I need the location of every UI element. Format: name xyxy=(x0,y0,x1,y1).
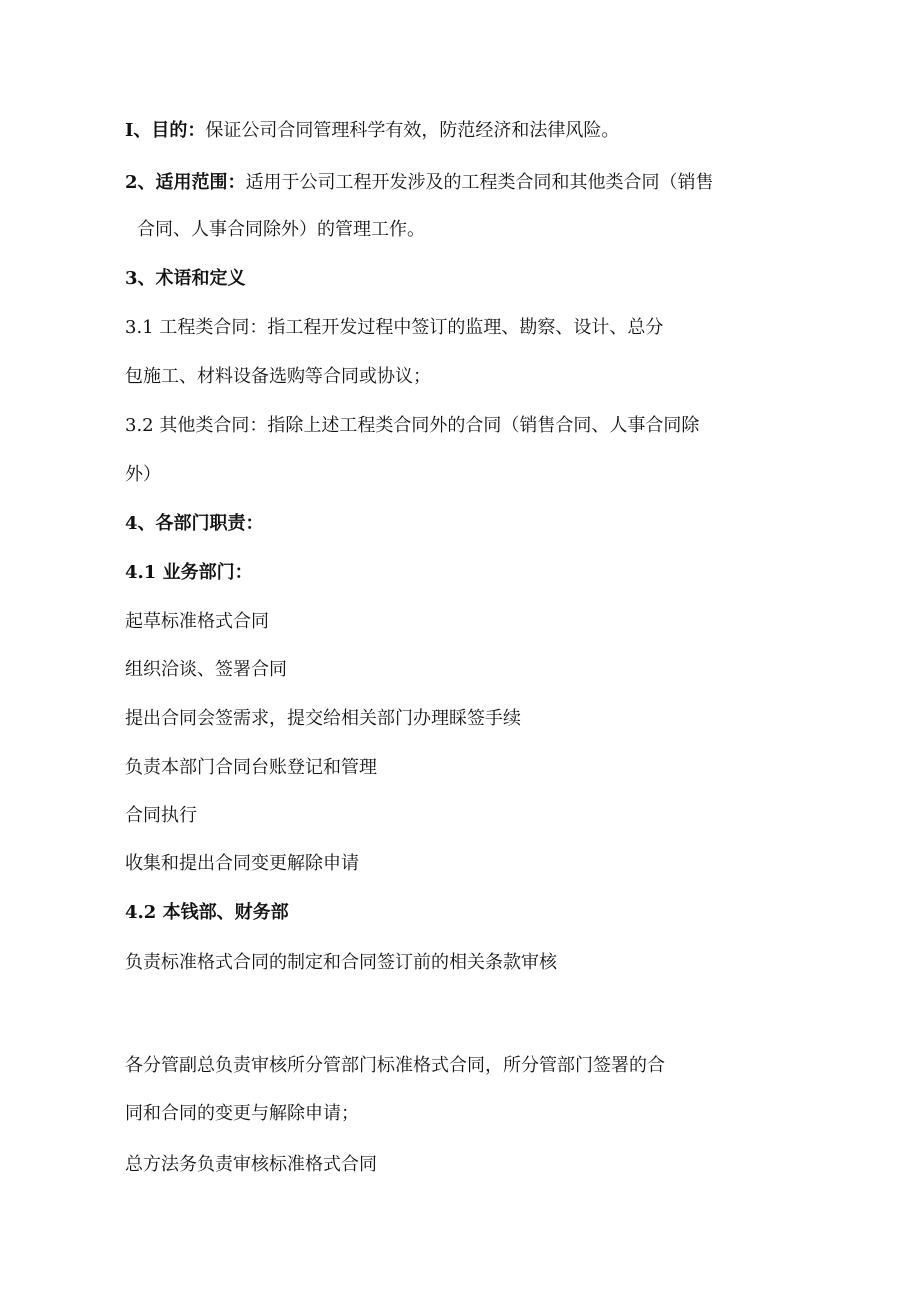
list-item: 合同执行 xyxy=(125,805,197,826)
section-2-text: 适用于公司工程开发涉及的工程类合同和其他类合同（销售 xyxy=(245,172,714,193)
section-4-heading: 4、各部门职责： xyxy=(125,513,264,534)
list-item: 起草标准格式合同 xyxy=(125,611,269,632)
section-4-1-heading: 4.1 业务部门： xyxy=(125,562,253,583)
list-item: 负责本部门合同台账登记和管理 xyxy=(125,757,377,778)
list-item: 组织洽谈、签署合同 xyxy=(125,659,287,680)
section-2-label: 2、适用范围： xyxy=(125,172,246,193)
list-item: 收集和提出合同变更解除申请 xyxy=(125,853,359,874)
section-2 xyxy=(125,171,714,195)
section-3-2-line-1: 3.2 其他类合同：指除上述工程类合同外的合同（销售合同、人事合同除 xyxy=(125,415,700,436)
section-1 xyxy=(125,119,619,143)
section-3-2-line-2: 外） xyxy=(125,464,161,485)
section-4-3-line-1: 各分管副总负责审核所分管部门标准格式合同，所分管部门签署的合 xyxy=(125,1055,665,1076)
section-3-1-line-1: 3.1 工程类合同：指工程开发过程中签订的监理、勘察、设计、总分 xyxy=(125,317,664,338)
section-2-continuation: 合同、人事合同除外）的管理工作。 xyxy=(137,219,425,240)
section-4-3-line-2: 同和合同的变更与解除申请； xyxy=(125,1103,359,1124)
section-1-label: I、目的： xyxy=(125,120,206,141)
section-4-3-line-3: 总方法务负责审核标准格式合同 xyxy=(125,1154,377,1175)
list-item: 负责标准格式合同的制定和合同签订前的相关条款审核 xyxy=(125,952,557,973)
section-3-1-line-2: 包施工、材料设备选购等合同或协议； xyxy=(125,366,431,387)
section-1-text: 保证公司合同管理科学有效，防范经济和法律风险。 xyxy=(205,120,620,141)
section-3-heading: 3、术语和定义 xyxy=(125,268,246,289)
list-item: 提出合同会签需求，提交给相关部门办理睬签手续 xyxy=(125,708,521,729)
section-4-2-heading: 4.2 本钱部、财务部 xyxy=(125,902,289,923)
